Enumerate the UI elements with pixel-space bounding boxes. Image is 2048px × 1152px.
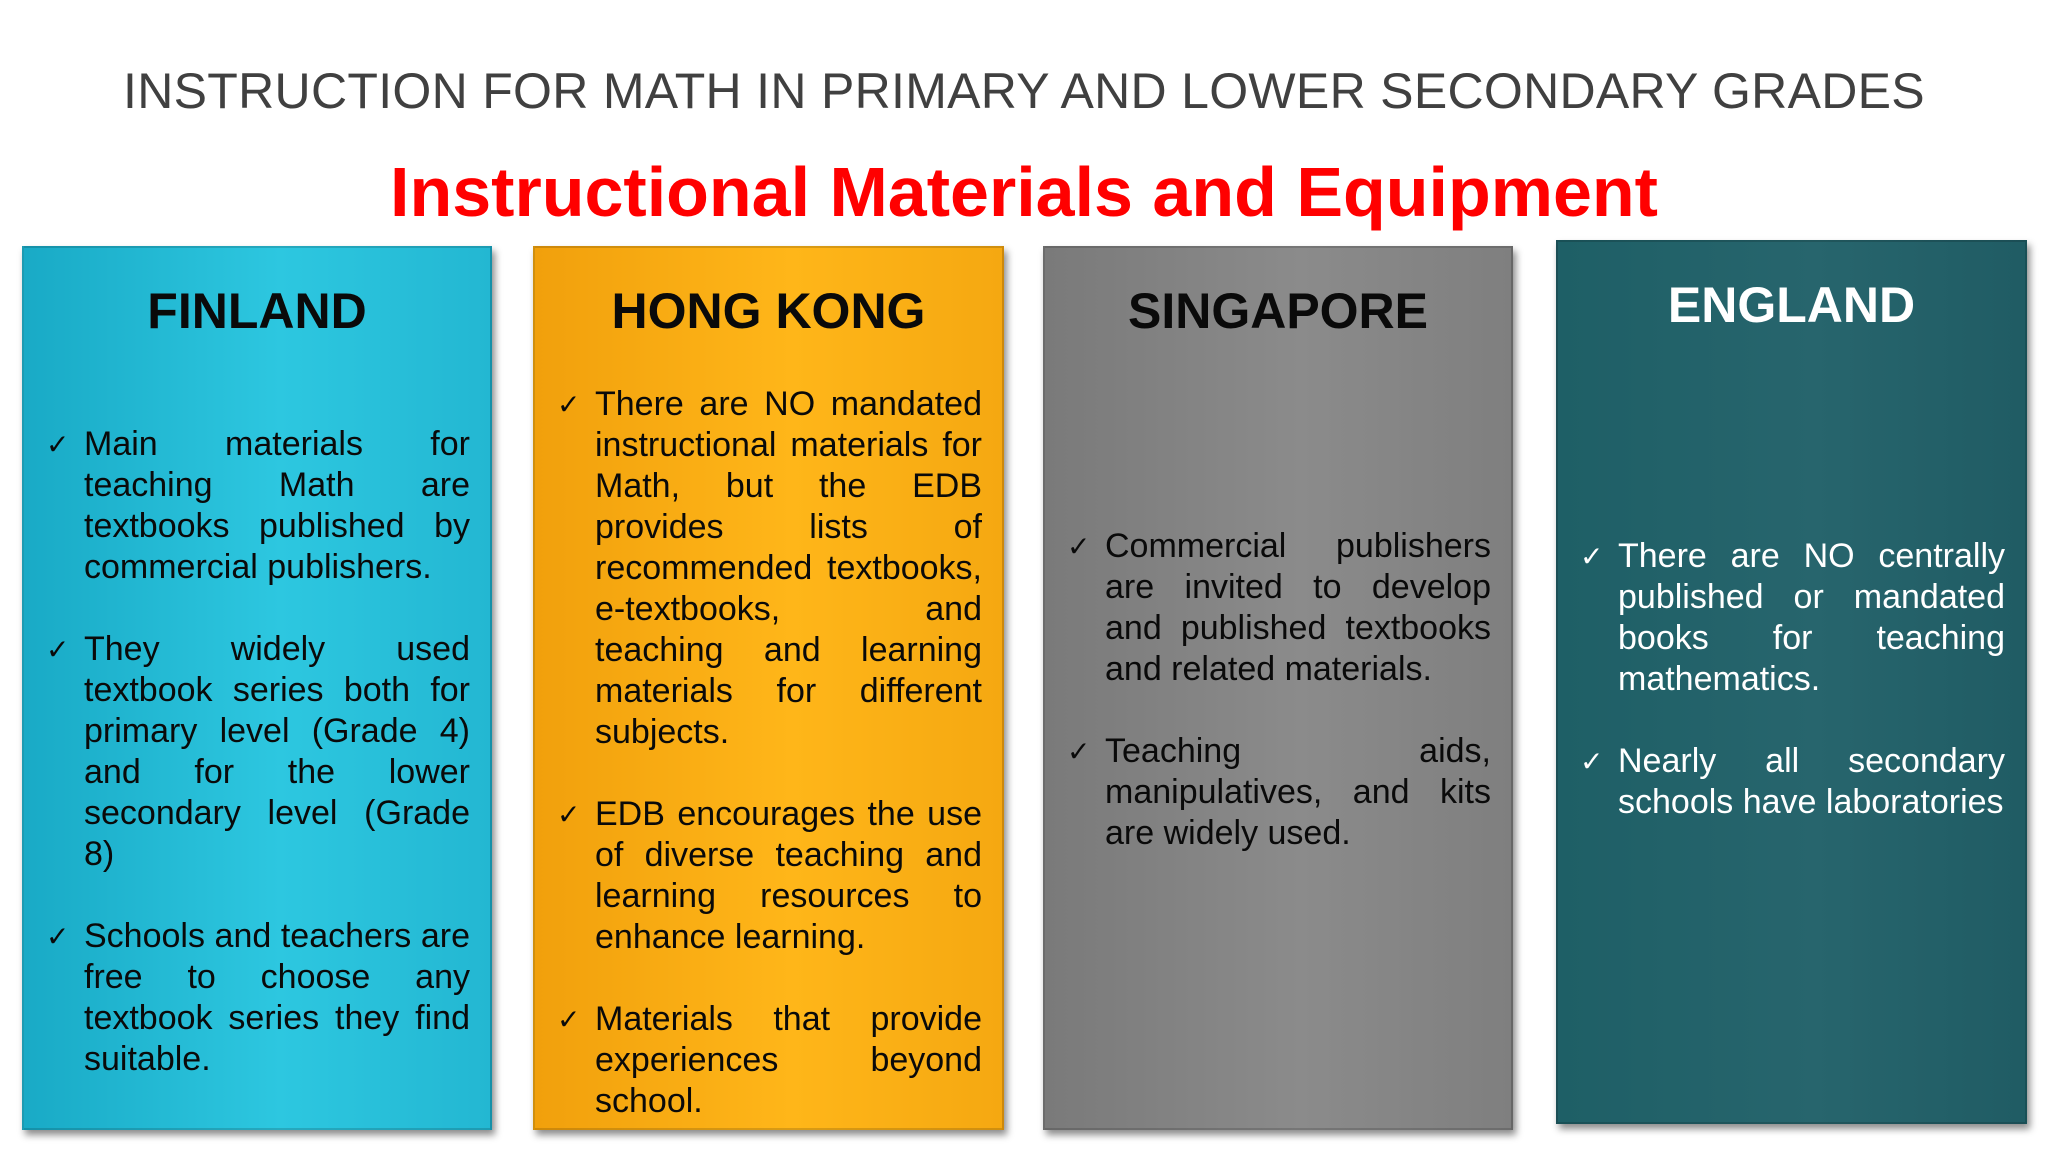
list-item-text: There are NO mandated instructional materials for Math, but the EDB provides lists of recommended textbooks, e-textbooks, and teaching and learning materials for different subjects. [595,385,982,751]
list-item-text: EDB encourages the use of diverse teaching and learning resources to enhance learning. [595,795,982,956]
check-icon: ✓ [46,920,70,953]
hong-kong-list [557,384,982,1122]
check-icon: ✓ [557,388,581,421]
panel-singapore [1043,246,1513,1130]
check-icon: ✓ [1580,745,1604,778]
list-item [557,999,982,1122]
list-item [1067,731,1491,854]
check-icon: ✓ [46,428,70,461]
panel-title-hong-kong: HONG KONG [611,283,926,339]
list-item [557,384,982,753]
panel-title-england: ENGLAND [1667,277,1916,333]
list-item-text: They widely used textbook series both for primary level (Grade 4) and for the lower secondary level (Grade 8) [84,630,470,873]
panel-title-finland: FINLAND [147,283,367,339]
panel-title-singapore: SINGAPORE [1127,283,1429,339]
list-item [1580,741,2005,823]
list-item-text: Teaching aids, manipulatives, and kits are widely used. [1105,732,1491,852]
list-item-text: Commercial publishers are invited to develop and published textbooks and related materials. [1105,527,1491,688]
check-icon: ✓ [557,1003,581,1036]
panel-finland [22,246,492,1130]
list-item [46,424,470,588]
panel-hong-kong [533,246,1004,1130]
list-item-text: There are NO centrally published or mandated books for teaching mathematics. [1618,537,2005,698]
list-item-text: Main materials for teaching Math are textbooks published by commercial publishers. [84,425,470,586]
singapore-list [1067,526,1491,854]
england-list [1580,536,2005,823]
list-item-text: Materials that provide experiences beyond school. [595,1000,982,1120]
check-icon: ✓ [46,633,70,666]
list-item [1580,536,2005,700]
check-icon: ✓ [1067,735,1091,768]
list-item-text: Schools and teachers are free to choose any textbook series they find suitable. [84,917,470,1078]
list-item-text: Nearly all secondary schools have laboratories [1618,742,2005,821]
finland-list [46,424,470,1080]
check-icon: ✓ [1580,540,1604,573]
list-item [557,794,982,958]
panel-england [1556,240,2027,1124]
check-icon: ✓ [1067,530,1091,563]
check-icon: ✓ [557,798,581,831]
list-item [1067,526,1491,690]
main-title: Instructional Materials and Equipment [390,153,1658,231]
list-item [46,916,470,1080]
header-title: INSTRUCTION FOR MATH IN PRIMARY AND LOWER SECONDARY GRADES [123,63,1925,119]
list-item [46,629,470,875]
